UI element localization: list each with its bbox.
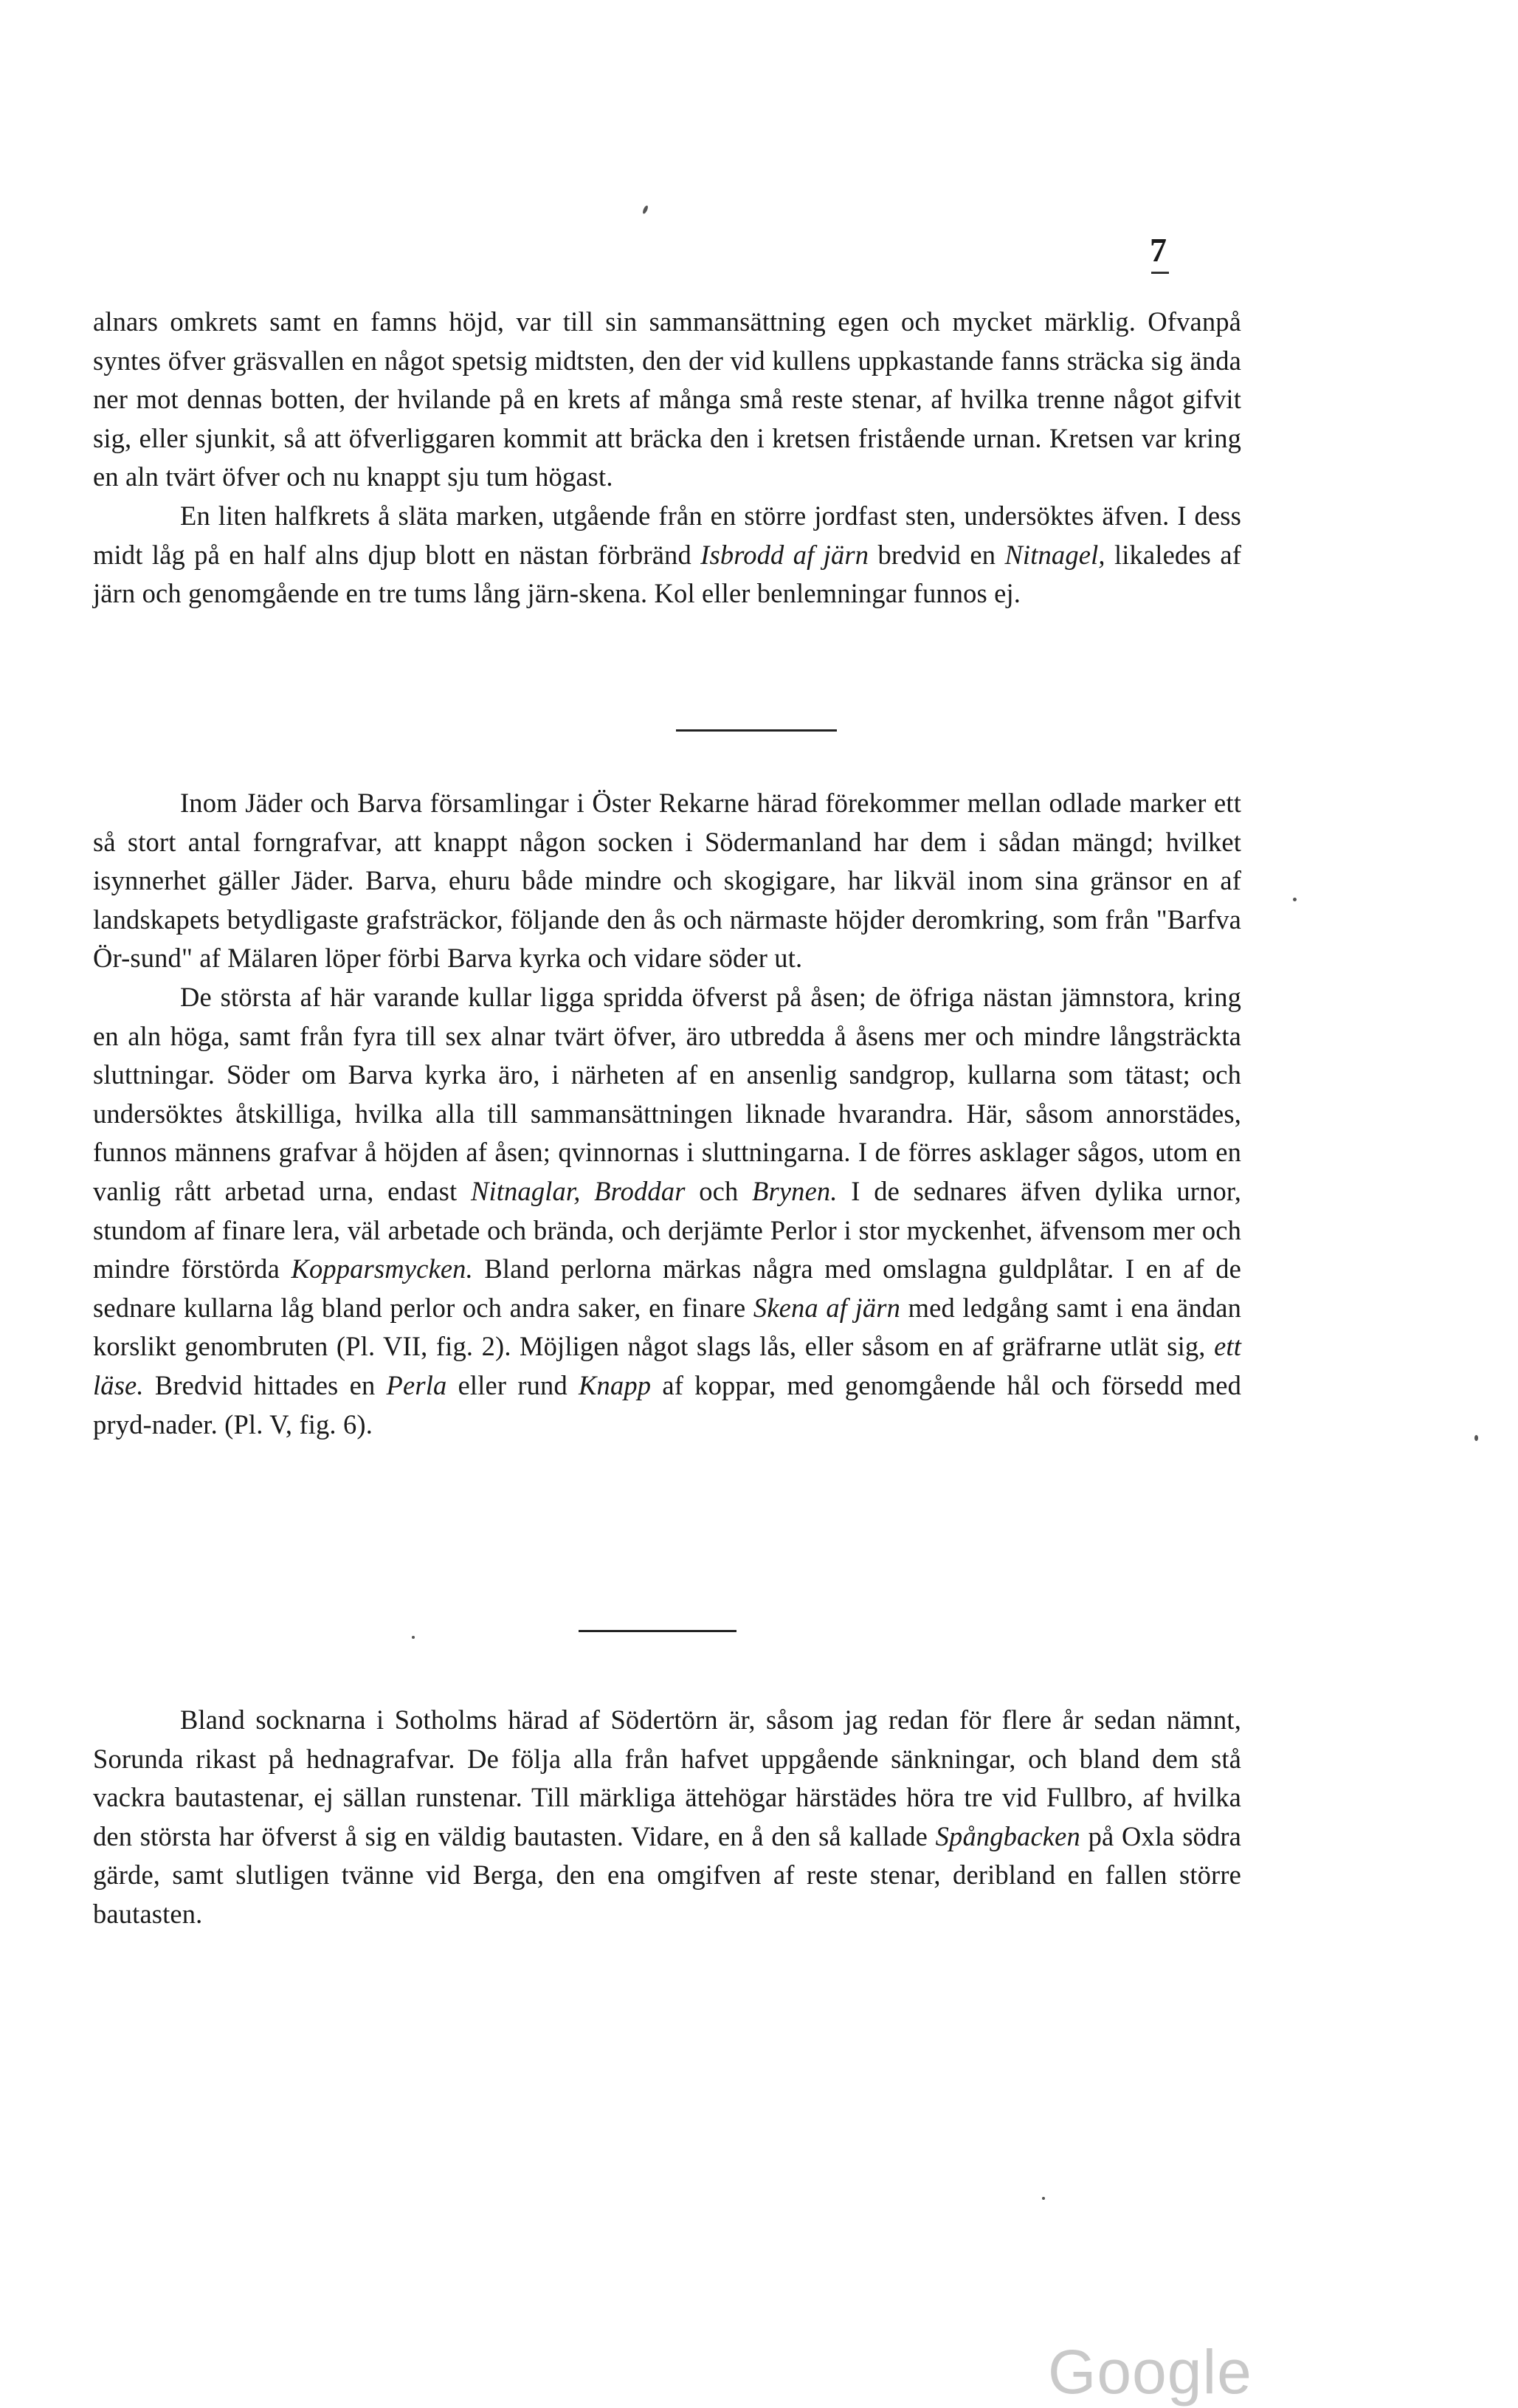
- emphasis-isbrodd: Isbrodd af järn: [700, 539, 869, 570]
- section-1: [93, 303, 1241, 613]
- emphasis-nitnagel: Nitnagel,: [1004, 539, 1105, 570]
- emphasis-skena: Skena af järn: [753, 1292, 901, 1323]
- google-watermark: Google: [1048, 2337, 1252, 2407]
- emphasis-broddar: Broddar: [594, 1175, 686, 1206]
- section-divider-1: [676, 729, 837, 732]
- section-2: [93, 784, 1241, 1444]
- page-number-underline: [1151, 272, 1169, 274]
- section-3: [93, 1701, 1241, 1934]
- paragraph-3: Inom Jäder och Barva församlingar i Öster Rekarne härad förekommer mellan odlade marker ett så stort antal forngrafvar, att knappt någon socken i Södermanland har dem i sådan mängd; hvilket isynnerhet gäller Jäder. Barva, ehuru både mindre och skogigare, har likväl inom sina gränsor en af landskapets betydligaste grafsträckor, följande den ås och närmaste höjder deromkring, som från "Barfva Ör-sund" af Mälaren löper förbi Barva kyrka och vidare söder ut.: [93, 788, 1241, 974]
- paragraph-1: alnars omkrets samt en famns höjd, var till sin sammansättning egen och mycket märklig. Ofvanpå syntes öfver gräsvallen en något spetsig midtsten, den der vid kullens uppkastande fanns sträcka sig ända ner mot dennas botten, der hvilande på en krets af många små reste stenar, af hvilka trenne något gifvit sig, eller sjunkit, så att öfverliggaren kommit att bräcka den i kretsen fristående urnan. Kretsen var kring en aln tvärt öfver och nu knappt sju tum högast.: [93, 306, 1241, 492]
- emphasis-spangbacken: Spångbacken: [935, 1820, 1080, 1851]
- page-number: 7: [1150, 231, 1167, 269]
- emphasis-brynen: Brynen.: [752, 1175, 838, 1206]
- paragraph-5: Bland socknarna i Sotholms härad af Södertörn är, såsom jag redan för flere år sedan nämnt, Sorunda rikast på hednagrafvar. De följa alla från hafvet uppgående sänkningar, och bland dem stå vackra bautastenar, ej sällan runstenar. Till märkliga ättehögar härstädes höra tre vid Fullbro, af hvilka den största har öfverst å sig en väldig bautasten. Vidare, en å den så kallade Spångbacken på Oxla södra gärde, samt slutligen tvänne vid Berga, den ena omgifven af reste stenar, deribland en fallen större bautasten.: [93, 1704, 1242, 1929]
- section-divider-2: [579, 1630, 736, 1632]
- scan-speck: [1293, 898, 1297, 901]
- emphasis-kopparsmycken: Kopparsmycken.: [291, 1253, 473, 1284]
- scan-speck: [1474, 1435, 1478, 1441]
- emphasis-ett-lase: ett läse.: [93, 1331, 1241, 1400]
- paragraph-2: En liten halfkrets å släta marken, utgående från en större jordfast sten, undersöktes äfven. I dess midt låg på en half alns djup blott en nästan förbränd Isbrodd af järn bredvid en Nitnagel, likaledes af järn och genomgående en tre tums lång järn-skena. Kol eller benlemningar funnos ej.: [93, 500, 1241, 609]
- scan-speck: [642, 205, 649, 215]
- paragraph-4: De största af här varande kullar ligga spridda öfverst på åsen; de öfriga nästan jämnstora, kring en aln höga, samt från fyra till sex alnar tvärt öfver, äro utbredda å åsens mer och mindre långsträckta sluttningar. Söder om Barva kyrka äro, i närheten af en ansenlig sandgrop, kullarna som tätast; och undersöktes åtskilliga, hvilka alla till sammansättningen liknade hvarandra. Här, såsom annorstädes, funnos männens grafvar å höjden af åsen; qvinnornas i sluttningarna. I de förres asklager sågos, utom en vanlig rått arbetad urna, endast Nitnaglar, Broddar och Brynen. I de sednares äfven dylika urnor, stundom af finare lera, väl arbetade och brända, och derjämte Perlor i stor myckenhet, äfvensom mer och mindre förstörda Kopparsmycken. Bland perlorna märkas några med omslagna guldplåtar. I en af de sednare kullarna låg bland perlor och andra saker, en finare Skena af järn med ledgång samt i ena ändan korslikt genombruten (Pl. VII, fig. 2). Möjligen något slags lås, eller såsom en af gräfrarne utlät sig, ett läse. Bredvid hittades en Perla eller rund Knapp af koppar, med genomgående hål och försedd med pryd-nader. (Pl. V, fig. 6).: [93, 981, 1242, 1439]
- scan-speck: [412, 1636, 415, 1639]
- emphasis-perla: Perla: [386, 1369, 447, 1400]
- emphasis-knapp: Knapp: [579, 1369, 652, 1400]
- scan-speck: [1042, 2197, 1045, 2200]
- emphasis-nitnaglar: Nitnaglar,: [470, 1175, 581, 1206]
